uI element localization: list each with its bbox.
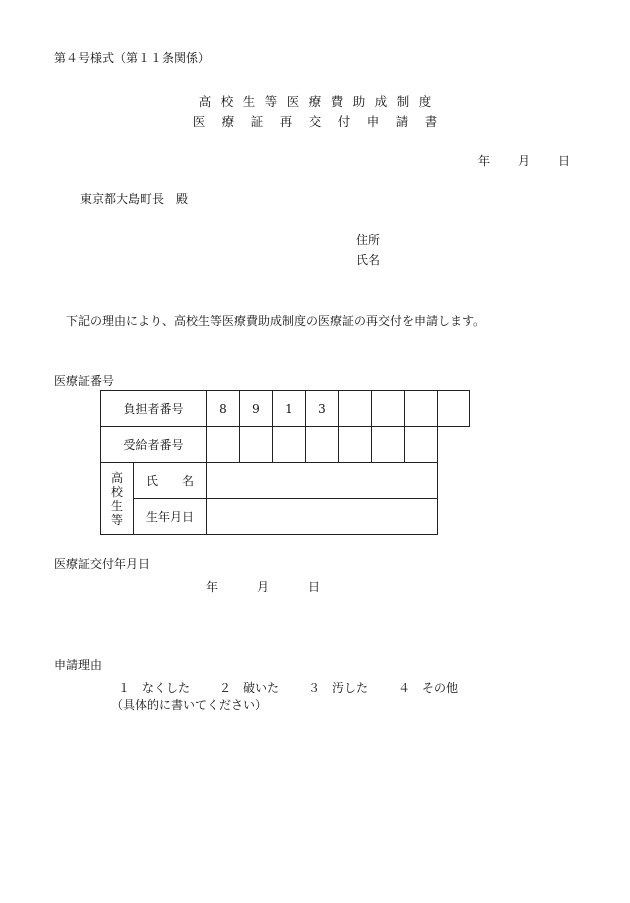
- card-number-label: 医療証番号: [54, 374, 115, 388]
- addressee: 東京都大島町長 殿: [80, 192, 189, 206]
- applicant-address-label: 住所: [356, 233, 381, 247]
- recipient-digit[interactable]: [207, 427, 240, 463]
- title-line-1: [0, 92, 630, 110]
- student-birthdate-label: 生年月日: [134, 499, 207, 535]
- payer-number-label: 負担者番号: [101, 391, 207, 427]
- title-char: 療: [221, 114, 235, 129]
- title-char: 校: [220, 94, 234, 109]
- title-char: 付: [337, 114, 351, 129]
- student-name-field[interactable]: [207, 463, 438, 499]
- form-number: 第４号様式（第１１条関係）: [54, 51, 211, 65]
- payer-digit[interactable]: [438, 391, 470, 427]
- date-year-label: 年: [478, 154, 491, 168]
- payer-number-row: [101, 391, 470, 427]
- recipient-digit[interactable]: [372, 427, 405, 463]
- title-char: 高: [198, 94, 212, 109]
- title-char: 申: [366, 114, 380, 129]
- student-label-char: 高: [110, 470, 123, 485]
- title-char: 請: [395, 114, 409, 129]
- title-char: 医: [192, 114, 206, 129]
- title-char: 書: [424, 114, 438, 129]
- reason-label: 申請理由: [54, 658, 103, 672]
- title-char: 度: [418, 94, 432, 109]
- payer-digit[interactable]: [339, 391, 372, 427]
- payer-digit[interactable]: [372, 391, 405, 427]
- student-birthdate-row: [101, 499, 470, 535]
- title-char: 療: [308, 94, 322, 109]
- application-date: [478, 152, 570, 169]
- recipient-digit[interactable]: [273, 427, 306, 463]
- title-char: 等: [264, 94, 278, 109]
- reason-option-other[interactable]: ４ その他: [398, 681, 459, 695]
- blank-cell: [438, 463, 470, 499]
- card-info-table: [100, 390, 470, 535]
- applicant-name-label: 氏名: [356, 253, 381, 267]
- recipient-number-label: 受給者番号: [101, 427, 207, 463]
- title-char: 助: [352, 94, 366, 109]
- reason-note: （具体的に書いてください）: [111, 698, 268, 712]
- student-name-row: [101, 463, 470, 499]
- reason-option-torn[interactable]: ２ 破いた: [219, 681, 280, 695]
- title-char: 証: [250, 114, 264, 129]
- title-char: 費: [330, 94, 344, 109]
- payer-digit[interactable]: 1: [273, 391, 306, 427]
- title-char: 制: [396, 94, 410, 109]
- payer-digit[interactable]: 8: [207, 391, 240, 427]
- payer-digit[interactable]: 9: [240, 391, 273, 427]
- title-char: 生: [242, 94, 256, 109]
- issue-month-label: 月: [257, 580, 270, 594]
- blank-cell: [438, 499, 470, 535]
- student-label-char: 生: [110, 498, 123, 513]
- recipient-digit[interactable]: [306, 427, 339, 463]
- payer-digit[interactable]: 3: [306, 391, 339, 427]
- reason-options: [118, 679, 458, 696]
- reason-option-soiled[interactable]: ３ 汚した: [308, 681, 369, 695]
- student-name-label: 氏 名: [134, 463, 207, 499]
- issue-date-label: 医療証交付年月日: [54, 557, 151, 571]
- blank-cell: [438, 427, 470, 463]
- date-day-label: 日: [558, 154, 571, 168]
- issue-date: [206, 578, 320, 595]
- issue-day-label: 日: [308, 580, 321, 594]
- title-char: 再: [279, 114, 293, 129]
- reason-option-lost[interactable]: １ なくした: [118, 681, 191, 695]
- statement: 下記の理由により、高校生等医療費助成制度の医療証の再交付を申請します。: [66, 314, 486, 328]
- title-line-2: [0, 112, 630, 130]
- student-label: [101, 463, 134, 535]
- issue-year-label: 年: [206, 580, 219, 594]
- student-label-char: 等: [110, 512, 123, 527]
- date-month-label: 月: [518, 154, 531, 168]
- title-char: 成: [374, 94, 388, 109]
- recipient-digit[interactable]: [405, 427, 438, 463]
- title-char: 交: [308, 114, 322, 129]
- title-char: 医: [286, 94, 300, 109]
- payer-digit[interactable]: [405, 391, 438, 427]
- recipient-number-row: [101, 427, 470, 463]
- recipient-digit[interactable]: [339, 427, 372, 463]
- student-birthdate-field[interactable]: [207, 499, 438, 535]
- student-label-char: 校: [110, 484, 123, 499]
- recipient-digit[interactable]: [240, 427, 273, 463]
